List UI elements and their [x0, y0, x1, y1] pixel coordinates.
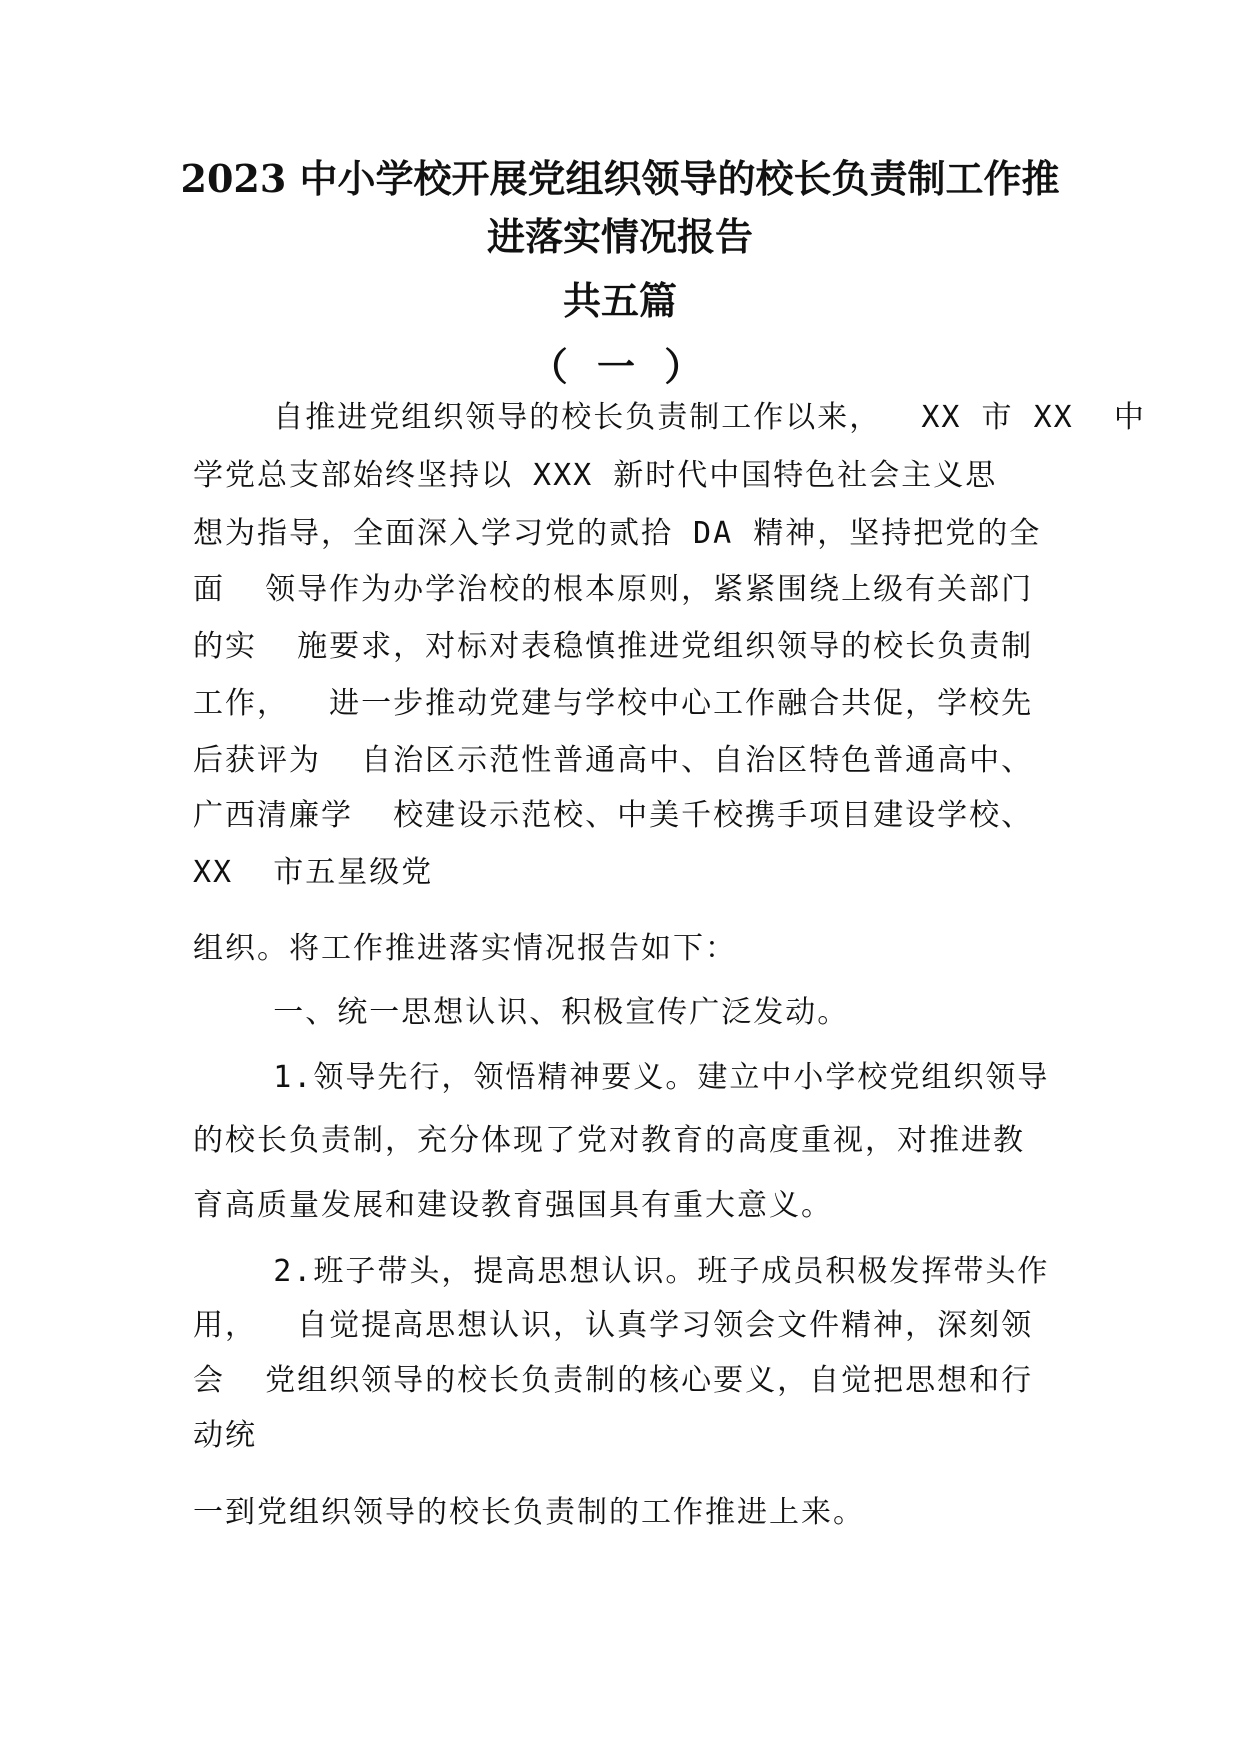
body-line: 育高质量发展和建设教育强国具有重大意义。	[193, 1188, 833, 1223]
body-line: 动统	[193, 1418, 257, 1453]
body-line: 面 领导作为办学治校的根本原则，紧紧围绕上级有关部门	[193, 572, 1034, 607]
body-line: 用， 自觉提高思想认识，认真学习领会文件精神，深刻领	[193, 1308, 1034, 1343]
body-line: 一、统一思想认识、积极宣传广泛发动。	[193, 995, 850, 1030]
body-line: 后获评为 自治区示范性普通高中、自治区特色普通高中、	[193, 743, 1034, 778]
body-line: 广西清廉学 校建设示范校、中美千校携手项目建设学校、	[193, 798, 1034, 833]
body-line: 一到党组织领导的校长负责制的工作推进上来。	[193, 1495, 865, 1530]
body-line: 想为指导，全面深入学习党的贰拾 DA 精神，坚持把党的全	[193, 516, 1042, 551]
body-line: 的实 施要求，对标对表稳慎推进党组织领导的校长负责制	[193, 629, 1034, 664]
document-title-line-1: 2023 中小学校开展党组织领导的校长负责制工作推	[180, 156, 1060, 201]
body-line: 1.领导先行，领悟精神要义。建立中小学校党组织领导	[193, 1060, 1050, 1095]
body-line: 自推进党组织领导的校长负责制工作以来， XX 市 XX 中	[193, 400, 1146, 435]
section-marker: （ 一 ）	[529, 344, 711, 389]
body-line: 2.班子带头，提高思想认识。班子成员积极发挥带头作	[193, 1254, 1050, 1289]
document-title-line-2: 进落实情况报告	[486, 214, 753, 259]
body-line: 的校长负责制，充分体现了党对教育的高度重视，对推进教	[193, 1123, 1025, 1158]
body-line: XX 市五星级党	[193, 855, 434, 890]
body-line: 学党总支部始终坚持以 XXX 新时代中国特色社会主义思	[193, 458, 998, 493]
body-line: 工作， 进一步推动党建与学校中心工作融合共促，学校先	[193, 686, 1034, 721]
document-subtitle: 共五篇	[562, 278, 677, 323]
body-line: 组织。将工作推进落实情况报告如下：	[193, 931, 737, 966]
body-line: 会 党组织领导的校长负责制的核心要义，自觉把思想和行	[193, 1363, 1034, 1398]
